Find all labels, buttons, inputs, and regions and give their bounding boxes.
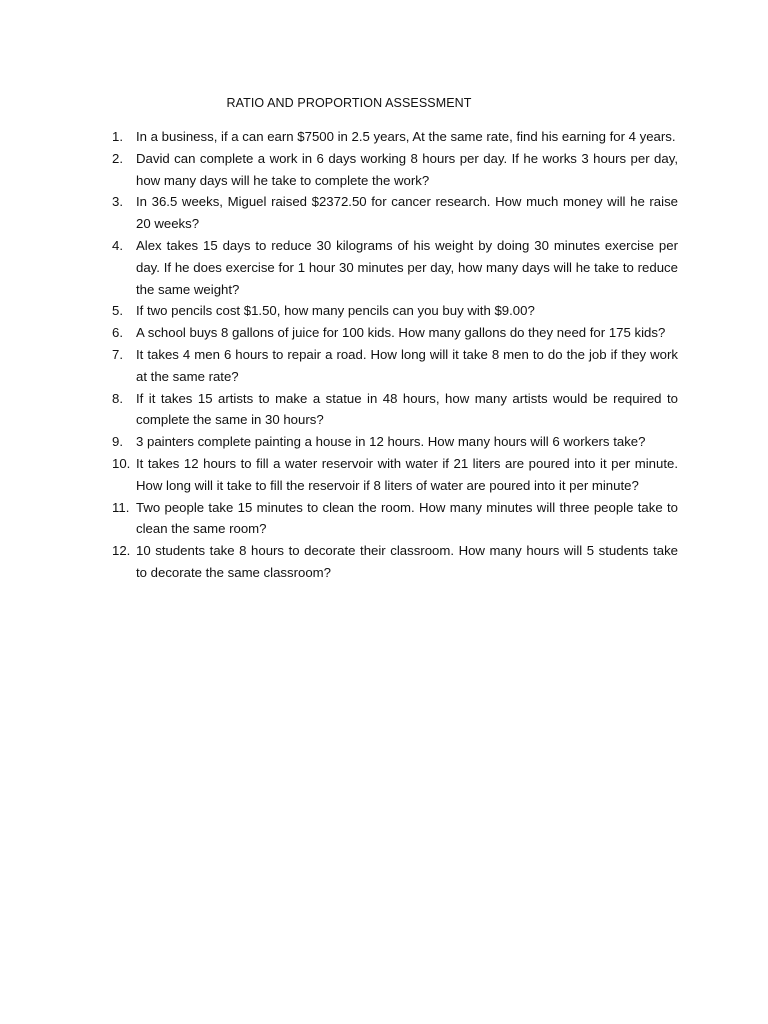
question-number: 3.: [112, 194, 123, 210]
question-text: 3 painters complete painting a house in 12 hours. How many hours will 6 workers take?: [136, 434, 646, 450]
question-text: A school buys 8 gallons of juice for 100 kids. How many gallons do they need for 175 kids?: [136, 325, 666, 341]
question-number: 9.: [112, 434, 123, 450]
question-number: 7.: [112, 346, 123, 362]
question-number: 5.: [112, 303, 123, 319]
question-text: Alex takes 15 days to reduce 30 kilograms of his weight by doing 30 minutes exercise per day. If he does exercise for 1 hour 30 minutes per day, how many days will he take to reduce the same weight?: [136, 237, 678, 297]
question-item: [108, 431, 678, 453]
question-text: It takes 12 hours to fill a water reservoir with water if 21 liters are poured into it per minute. How long will it take to fill the reservoir if 8 liters of water are poured into it per minute?: [136, 455, 678, 493]
question-text: In a business, if a can earn $7500 in 2.5 years, At the same rate, find his earning for 4 years.: [136, 129, 676, 144]
question-text: In 36.5 weeks, Miguel raised $2372.50 for cancer research. How much money will he raise 20 weeks?: [136, 194, 678, 232]
question-item: [108, 300, 678, 322]
question-number: 2.: [112, 150, 123, 166]
question-number: 1.: [112, 129, 123, 144]
question-item: [108, 126, 678, 148]
question-item: [108, 322, 678, 344]
question-item: [108, 497, 678, 541]
question-number: 8.: [112, 390, 123, 406]
question-number: 11.: [112, 499, 130, 515]
question-number: 12.: [112, 543, 131, 559]
question-text: If it takes 15 artists to make a statue in 48 hours, how many artists would be required to complete the same in 30 hours?: [136, 390, 678, 428]
question-item: [108, 344, 678, 388]
page-title: RATIO AND PROPORTION ASSESSMENT: [226, 96, 472, 110]
question-text: David can complete a work in 6 days working 8 hours per day. If he works 3 hours per day, how many days will he take to complete the work?: [136, 150, 678, 188]
question-item: [108, 148, 678, 192]
question-item: [108, 453, 678, 497]
question-item: [108, 540, 678, 584]
question-list: [108, 126, 678, 584]
question-number: 4.: [112, 237, 123, 253]
question-text: It takes 4 men 6 hours to repair a road. How long will it take 8 men to do the job if they work at the same rate?: [136, 346, 678, 384]
question-item: [108, 235, 678, 300]
question-text: 10 students take 8 hours to decorate their classroom. How many hours will 5 students take to decorate the same classroom?: [136, 543, 678, 580]
question-item: [108, 388, 678, 432]
question-number: 10.: [112, 455, 131, 471]
question-item: [108, 191, 678, 235]
question-number: 6.: [112, 325, 123, 341]
question-text: If two pencils cost $1.50, how many pencils can you buy with $9.00?: [136, 303, 535, 319]
question-text: Two people take 15 minutes to clean the room. How many minutes will three people take to clean the same room?: [136, 499, 678, 537]
